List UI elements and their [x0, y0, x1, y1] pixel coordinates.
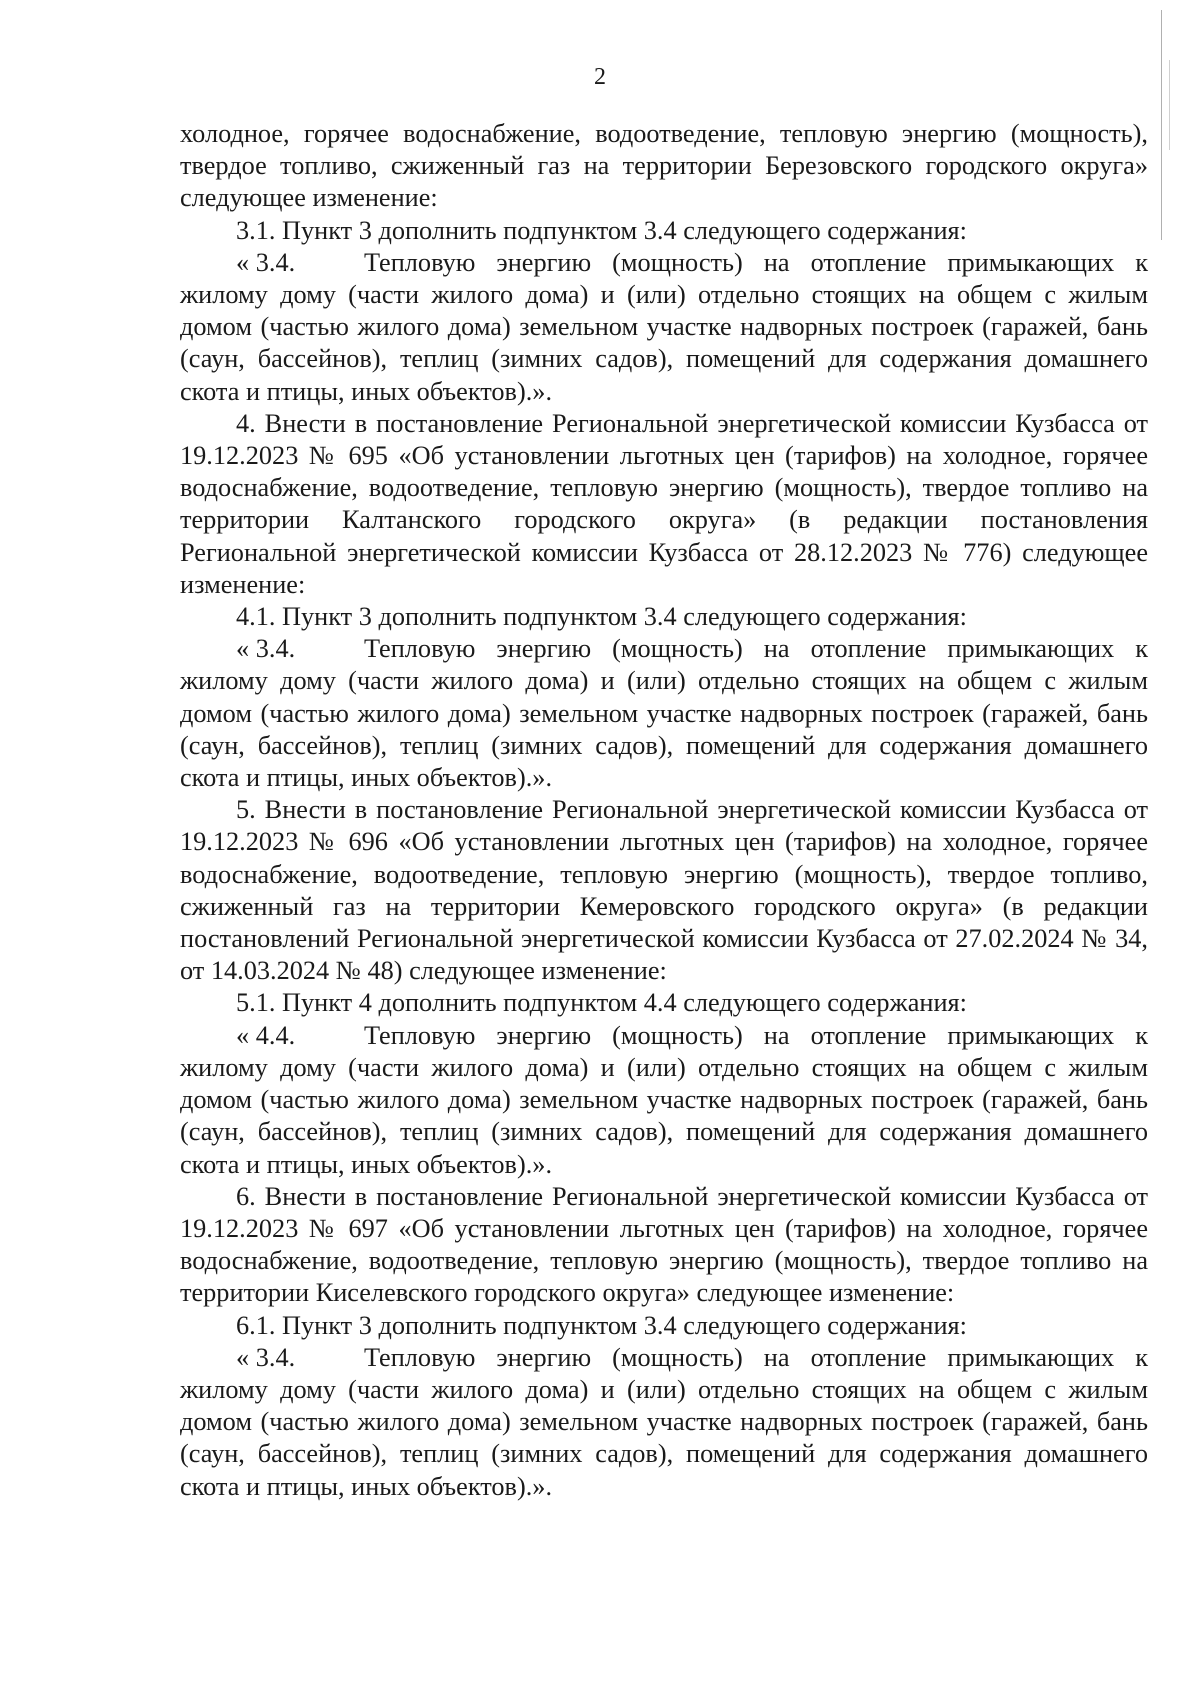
paragraph-5: 5. Внести в постановление Региональной энергетической комиссии Кузбасса от 19.12.2023 № 696 «Об установлении льготных цен (тарифов) на холодное, горячее водоснабжение, водоотведение, тепловую энергию (мощность), твердое топливо, сжиженный газ на территории Кемеровского городского округа» (в редакции постановлений Региональной энергетической комиссии Кузбасса от 27.02.2024 № 34, от 14.03.2024 № 48) следующее изменение: — [180, 795, 1148, 986]
quote-first-text: Тепловую энергию (мощность) на отопление примыкающих к — [364, 1020, 1148, 1050]
quote-4-4-body: жилому дому (части жилого дома) и (или) отдельно стоящих на общем с жилым домом (частью жилого дома) земельном участке надворных построек (гаражей, бань (саун, бассейнов), теплиц (зимних садов), помещений для содержания домашнего скота и птицы, иных объектов).». — [180, 1052, 1148, 1179]
paragraph-5-1: 5.1. Пункт 4 дополнить подпунктом 4.4 следующего содержания: — [236, 988, 967, 1018]
paragraph-6-1: 6.1. Пункт 3 дополнить подпунктом 3.4 следующего содержания: — [236, 1310, 967, 1340]
quote-4-4-first-line — [180, 1020, 1148, 1052]
page-number: 2 — [594, 64, 606, 90]
document-body — [180, 118, 1148, 1503]
quote-first-text: Тепловую энергию (мощность) на отопление примыкающих к — [364, 634, 1148, 664]
scan-edge-line — [1161, 10, 1162, 240]
quote-number: « 3.4. — [236, 247, 296, 277]
paragraph-4: 4. Внести в постановление Региональной энергетической комиссии Кузбасса от 19.12.2023 № 695 «Об установлении льготных цен (тарифов) на холодное, горячее водоснабжение, водоотведение, тепловую энергию (мощность), твердое топливо на территории Калтанского городского округа» (в редакции постановления Региональной энергетической комиссии Кузбасса от 28.12.2023 № 776) следующее изменение: — [180, 408, 1148, 599]
paragraph-continuation: холодное, горячее водоснабжение, водоотведение, тепловую энергию (мощность), твердое топливо, сжиженный газ на территории Березовского городского округа» следующее изменение: — [180, 119, 1148, 213]
quote-3-4-first-line — [180, 247, 1148, 279]
paragraph-3-1: 3.1. Пункт 3 дополнить подпунктом 3.4 следующего содержания: — [236, 215, 967, 245]
quote-3-4-first-line — [180, 1342, 1148, 1374]
quote-3-4-body: жилому дому (части жилого дома) и (или) отдельно стоящих на общем с жилым домом (частью жилого дома) земельном участке надворных построек (гаражей, бань (саун, бассейнов), теплиц (зимних садов), помещений для содержания домашнего скота и птицы, иных объектов).». — [180, 280, 1148, 406]
quote-first-text: Тепловую энергию (мощность) на отопление примыкающих к — [364, 1342, 1148, 1372]
paragraph-4-1: 4.1. Пункт 3 дополнить подпунктом 3.4 следующего содержания: — [236, 602, 967, 632]
quote-number: « 4.4. — [236, 1020, 296, 1050]
quote-3-4-body: жилому дому (части жилого дома) и (или) отдельно стоящих на общем с жилым домом (частью жилого дома) земельном участке надворных построек (гаражей, бань (саун, бассейнов), теплиц (зимних садов), помещений для содержания домашнего скота и птицы, иных объектов).». — [180, 666, 1148, 793]
quote-3-4-body: жилому дому (части жилого дома) и (или) отдельно стоящих на общем с жилым домом (частью жилого дома) земельном участке надворных построек (гаражей, бань (саун, бассейнов), теплиц (зимних садов), помещений для содержания домашнего скота и птицы, иных объектов).». — [180, 1374, 1148, 1501]
quote-number: « 3.4. — [236, 1342, 296, 1372]
quote-3-4-first-line — [180, 633, 1148, 665]
quote-number: « 3.4. — [236, 634, 296, 664]
paragraph-6: 6. Внести в постановление Региональной энергетической комиссии Кузбасса от 19.12.2023 № 697 «Об установлении льготных цен (тарифов) на холодное, горячее водоснабжение, водоотведение, тепловую энергию (мощность), твердое топливо на территории Киселевского городского округа» следующее изменение: — [180, 1181, 1148, 1308]
quote-first-text: Тепловую энергию (мощность) на отопление примыкающих к — [364, 247, 1148, 277]
